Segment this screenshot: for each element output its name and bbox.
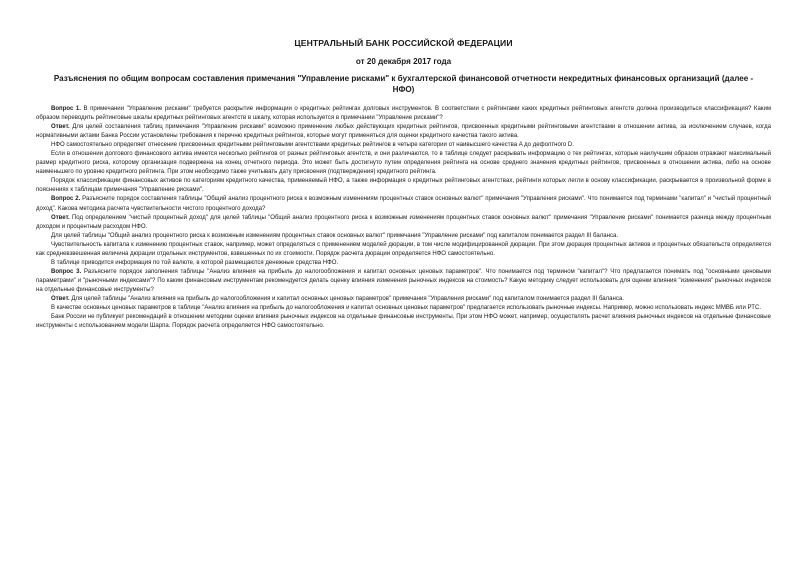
paragraph-lead: Ответ. xyxy=(51,295,70,302)
question-2 xyxy=(36,195,771,213)
answer-1 xyxy=(36,123,771,141)
paragraph xyxy=(36,259,771,268)
paragraph-lead: Вопрос 1. xyxy=(51,106,81,112)
question-3 xyxy=(36,268,771,295)
paragraph-text: Порядок классификации финансовых активов по категориям кредитного качества, применяемый НФО, а также информация о кредитных рейтинговых агентствах, рейтинги которых легли в основу классификации, раскрывается в произвольной форме в пояснениях к таблицам примечания "Управление рисками". xyxy=(36,178,771,194)
paragraph-text: Если в отношении долгового финансового актива имеется несколько рейтингов от разных рейтинговых агентств, и они различаются, то в таблице следует раскрывать информацию о тех рейтингах, которые наилучшим образом отражают максимальный размер кредитного риска, которому организация подвержена на конец отчетного периода. Это может быть достигнуто путем определения рейтинга на основе среднего значения кредитных рейтингов, присвоенных в отношении актива, либо на основе наименьшего по уровню кредитного рейтинга. При этом необходимо также учитывать дату присвоения (подтверждения) кредитного рейтинга. xyxy=(36,151,771,176)
paragraph-lead: Ответ. xyxy=(51,214,70,221)
paragraph-text: Разъясните порядок составления таблицы "Общий анализ процентного риска к возможным изменениям процентных ставок основных валют" примечания "Управления рисками". Что понимается под терминами "капитал" и "чистый процентный доход". Какова методика расчета чувствительности чистого процентного дохода? xyxy=(36,196,771,212)
paragraph-text: В качестве основных ценовых параметров в таблице "Анализ влияния на прибыль до налогообложения и капитал основных ценовых параметров" предлагается использовать рыночные индексы. Например, можно использовать индекс ММВБ или РТС. xyxy=(51,305,762,312)
answer-2 xyxy=(36,214,771,232)
paragraph-lead: Вопрос 3. xyxy=(51,268,82,275)
paragraph xyxy=(36,304,771,313)
paragraph-text: НФО самостоятельно определяет отнесение присвоенных кредитными рейтинговыми агентствами кредитных рейтингов в четыре категории от наивысшего качества A до дефолтного D. xyxy=(51,142,574,149)
paragraph-text: Под определением "чистый процентный доход" для целей таблицы "Общий анализ процентного риска к возможным изменениям процентных ставок основных валют" примечания "Управление рисками" понимается разница между процентным доходом и процентным расходом НФО. xyxy=(36,214,771,230)
paragraph-text: Для целей составления таблиц примечания "Управление рисками" возможно применение любых действующих кредитных рейтингов, присвоенных кредитными рейтинговыми агентствами в отношении актива, за исключением случаев, когда нормативными актами Банка России установлены требования к перечню кредитных рейтингов, которые могут применяться для оценки кредитного качества такого актива. xyxy=(36,124,771,140)
paragraph xyxy=(36,232,771,241)
paragraph-lead: Ответ. xyxy=(51,124,70,131)
answer-3 xyxy=(36,295,771,304)
paragraph-text: Чувствительность капитала к изменению процентных ставок, например, может определяться с применением моделей дюрации, в том числе модифицированной дюрации. При этом дюрация процентных активов и процентных обязательств определяется как средневзвешенная величина дюрации отдельных инструментов, взвешенных по их стоимости. Порядок расчета дюрации определяется НФО самостоятельно. xyxy=(36,241,771,257)
paragraph-text: Банк России не публикует рекомендаций в отношении методики оценки влияния рыночных индексов на отдельные финансовые инструменты. При этом НФО может, например, осуществлять расчет влияния рыночных индексов на отдельные финансовые инструменты с использованием модели Шарпа. Порядок расчета определяется НФО самостоятельно. xyxy=(36,314,771,330)
question-1 xyxy=(36,105,771,123)
paragraph xyxy=(36,241,771,259)
paragraph-text: Разъясните порядок заполнения таблицы "Анализ влияния на прибыль до налогообложения и капитал основных ценовых параметров". Что понимается под термином "капитал"? Что предлагается понимать под "основными ценовыми параметрами" и "рыночными индексами"? По каким финансовым инструментам рекомендуется делать оценку влияния изменения рыночных индексов на стоимость? Какую методику следует использовать для оценки влияния "изменения" рыночных индексов на отдельные финансовые инструменты? xyxy=(36,268,771,293)
paragraph xyxy=(36,313,771,331)
paragraph-text: Для целей таблицы "Общий анализ процентного риска к возможным изменениям процентных ставок основных валют" примечания "Управление рисками" под капиталом понимается раздел III баланса. xyxy=(51,232,619,239)
paragraph-text: В таблице приводится информация по той валюте, в которой размещаются денежные средства НФО. xyxy=(51,259,339,266)
paragraph-lead: Вопрос 2. xyxy=(51,196,81,203)
paragraph xyxy=(36,177,771,195)
org-heading: ЦЕНТРАЛЬНЫЙ БАНК РОССИЙСКОЙ ФЕДЕРАЦИИ xyxy=(294,38,513,48)
date-heading: от 20 декабря 2017 года xyxy=(355,57,452,66)
paragraph-text: Для целей таблицы "Анализ влияния на прибыль до налогообложения и капитал основных ценовых параметров" примечания "Управления рисками" под капиталом понимается раздел III баланса. xyxy=(69,295,624,302)
paragraph xyxy=(36,141,771,150)
paragraph-text: В примечании "Управление рисками" требуется раскрытие информации о кредитных рейтингах долговых инструментов. В соответствии с рейтингами каких кредитных рейтинговых агентств должна производиться классификация? Каким образом переводить рейтинговые шкалы кредитных рейтинговых агентств в шкалу, которая используется в примечании "Управление рисками"? xyxy=(36,106,771,122)
document-body xyxy=(36,105,771,331)
document-title: Разъяснения по общим вопросам составления примечания "Управление рисками" к бухгалтерской финансовой отчетности некредитных финансовых организаций (далее - НФО) xyxy=(53,74,754,94)
paragraph xyxy=(36,150,771,177)
